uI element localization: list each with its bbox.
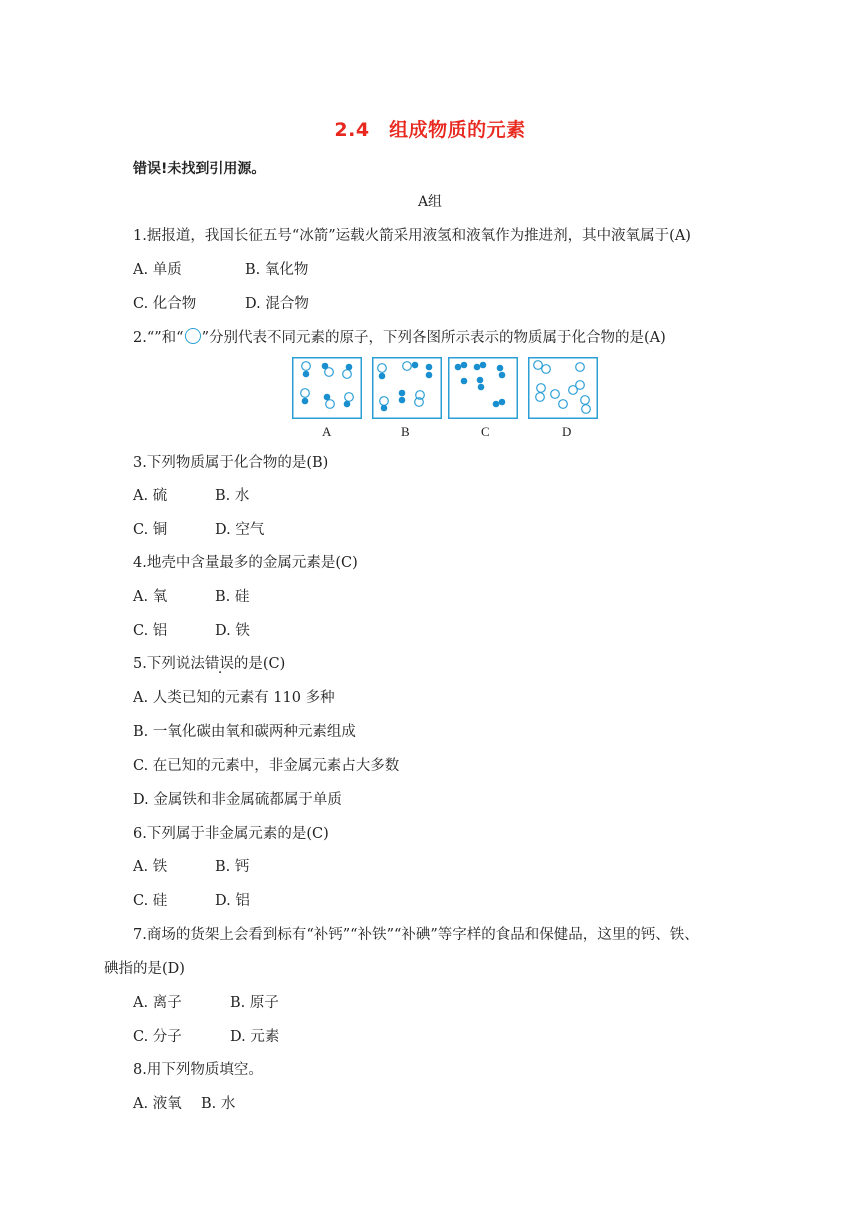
figure-b (372, 357, 442, 419)
option-c: C. 铜 (133, 522, 168, 538)
option-c: C. 化合物 (133, 296, 197, 312)
option-a: A. 单质 (133, 262, 182, 278)
option-b: B. 原子 (230, 995, 279, 1011)
option-a: A. 氧 (133, 589, 168, 605)
question-1: 1.据报道，我国长征五号“冰箭”运载火箭采用液氢和液氧作为推进剂，其中液氧属于(A) (133, 228, 691, 244)
question-8-options-row-1 (133, 1092, 235, 1113)
option-b: B. 一氧化碳由氧和碳两种元素组成 (133, 724, 356, 740)
error-note: 错误!未找到引用源。 (133, 161, 266, 177)
question-3-options-row-1 (133, 484, 249, 505)
option-a: A. 铁 (133, 859, 168, 875)
question-5: 5.下列说法错误的是(C) (133, 656, 286, 672)
option-d: D. 混合物 (245, 296, 309, 312)
page-title: 2.4 组成物质的元素 (334, 119, 526, 141)
figure-label-a: A (322, 424, 332, 439)
option-a: A. 人类已知的元素有 110 多种 (133, 690, 335, 706)
option-d: D. 金属铁和非金属硫都属于单质 (133, 792, 342, 808)
figure-d (528, 357, 598, 419)
question-4-options-row-1 (133, 585, 249, 606)
question-4: 4.地壳中含量最多的金属元素是(C) (133, 555, 358, 571)
option-d: D. 空气 (215, 522, 265, 538)
question-1-options-row-1 (133, 258, 308, 279)
option-c: C. 在已知的元素中，非金属元素占大多数 (133, 758, 400, 774)
figure-a (292, 357, 362, 419)
question-7-line-1: 7.商场的货架上会看到标有“补钙”“补铁”“补碘”等字样的食品和保健品，这里的钙、铁、 (133, 927, 699, 943)
question-6: 6.下列属于非金属元素的是(C) (133, 826, 329, 842)
option-d: D. 元素 (230, 1029, 280, 1045)
figure-label-c: C (481, 424, 490, 439)
option-a: A. 液氧 (133, 1096, 182, 1112)
group-heading: A组 (417, 194, 443, 210)
question-7-options-row-2 (133, 1025, 279, 1046)
figure-label-b: B (401, 424, 410, 439)
option-b: B. 钙 (215, 859, 250, 875)
question-7-line-2: 碘指的是(D) (104, 961, 185, 977)
question-2: 2.“”和“ ”分别代表不同元素的原子，下列各图所示表示的物质属于化合物的是(A) (133, 330, 666, 346)
option-c: C. 分子 (133, 1029, 182, 1045)
option-b: B. 硅 (215, 589, 250, 605)
question-3-options-row-2 (133, 518, 264, 539)
option-a: A. 硫 (133, 488, 168, 504)
question-8: 8.用下列物质填空。 (133, 1062, 263, 1078)
question-4-options-row-2 (133, 619, 250, 640)
option-c: C. 铝 (133, 623, 168, 639)
option-d: D. 铁 (215, 623, 250, 639)
question-1-options-row-2 (133, 292, 309, 313)
option-c: C. 硅 (133, 893, 168, 909)
option-a: A. 离子 (133, 995, 182, 1011)
question-6-options-row-2 (133, 889, 250, 910)
question-6-options-row-1 (133, 855, 249, 876)
question-3: 3.下列物质属于化合物的是(B) (133, 455, 329, 471)
option-d: D. 铝 (215, 893, 250, 909)
hollow-atom-icon (185, 328, 201, 344)
emphasized-word: 错误 (204, 656, 234, 672)
option-b: B. 水 (215, 488, 250, 504)
question-7-options-row-1 (133, 991, 279, 1012)
figure-c (448, 357, 518, 419)
option-b: B. 水 (201, 1096, 236, 1112)
figure-label-d: D (562, 424, 572, 439)
option-b: B. 氧化物 (245, 262, 309, 278)
